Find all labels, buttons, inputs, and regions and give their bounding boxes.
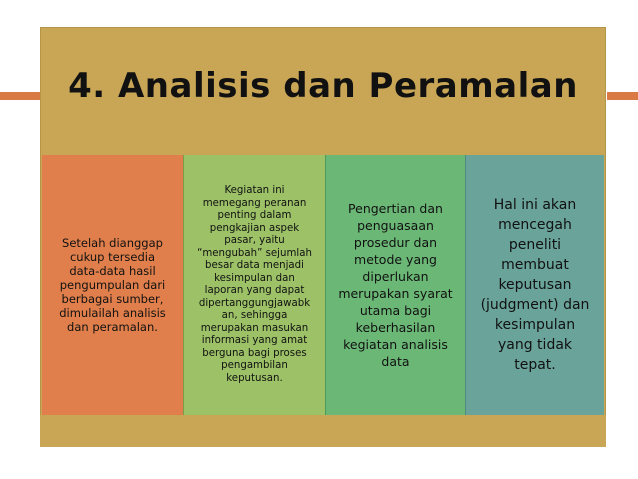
bottom-band bbox=[40, 415, 606, 447]
column-1 bbox=[42, 155, 183, 415]
column-2 bbox=[183, 155, 325, 415]
slide-title: 4. Analisis dan Peramalan bbox=[68, 66, 578, 106]
column-4 bbox=[465, 155, 604, 415]
column-3-text: Pengertian dan penguasaan prosedur dan metode yang diperlukan merupakan syarat utama bagi keberhasilan kegiatan analisis data bbox=[338, 201, 453, 369]
left-accent-bar bbox=[0, 92, 40, 100]
right-accent-bar bbox=[607, 92, 638, 100]
column-2-text: Kegiatan ini memegang peranan penting dalam pengkajian aspek pasar, yaitu “mengubah” sejumlah besar data menjadi kesimpulan dan laporan yang dapat dipertanggungjawabk an, sehingga merupakan masukan informasi yang amat berguna bagi proses pengambilan keputusan. bbox=[197, 185, 312, 384]
column-1-text: Setelah dianggap cukup tersedia data-data hasil pengumpulan dari berbagai sumber, dimulailah analisis dan peramalan. bbox=[59, 236, 166, 334]
column-3 bbox=[325, 155, 465, 415]
column-4-text: Hal ini akan mencegah peneliti membuat keputusan (judgment) dan kesimpulan yang tidak tepat. bbox=[480, 197, 590, 373]
